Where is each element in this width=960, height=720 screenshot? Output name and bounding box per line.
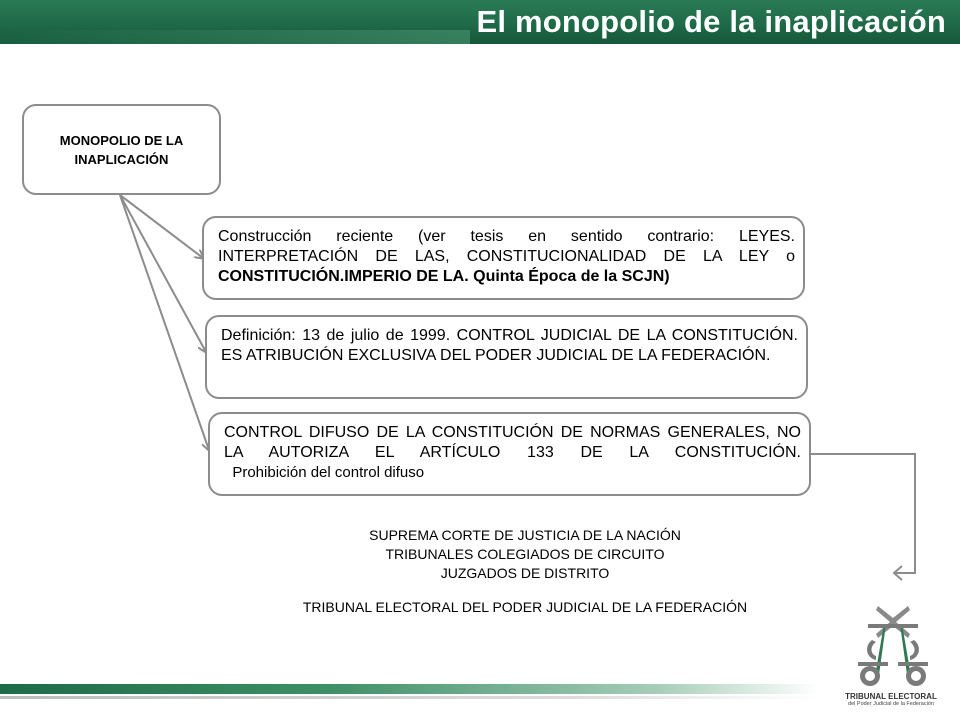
arrow-to-courts [811,454,915,573]
item-box-2 [205,315,808,399]
item-3-extra-text: Prohibición del control difuso [224,464,425,481]
arrow-to-item-1 [120,195,203,258]
courts-list [250,526,800,617]
root-line-2: INAPLICACIÓN [74,151,169,167]
root-line-1: MONOPOLIO DE LA [59,132,184,148]
item-3-text: CONTROL DIFUSO DE LA CONSTITUCIÓN DE NORMAS GENERALES, NO LA AUTORIZA EL ARTÍCULO 133 DE LA CONSTITUCIÓN. [224,424,801,461]
root-concept-box [22,104,221,195]
court-electoral: TRIBUNAL ELECTORAL DEL PODER JUDICIAL DE LA FEDERACIÓN [302,599,748,615]
court-scjn: SUPREMA CORTE DE JUSTICIA DE LA NACIÓN [369,527,681,543]
arrow-to-item-2 [120,195,206,352]
item-box-1 [202,216,805,300]
item-box-3 [208,412,811,496]
page-title: El monopolio de la inaplicación [476,4,946,39]
arrow-to-item-3 [120,195,209,450]
item-1-bold-text: CONSTITUCIÓN.IMPERIO DE LA. Quinta Época de la SCJN) [218,268,670,285]
item-2-text: Definición: 13 de julio de 1999. CONTROL JUDICIAL DE LA CONSTITUCIÓN. ES ATRIBUCIÓN EXCLUSIVA DEL PODER JUDICIAL DE LA FEDERACIÓN. [221,327,798,364]
footer-band-gray [0,696,820,699]
footer-band [0,684,820,694]
item-1-text: Construcción reciente (ver tesis en sentido contrario: LEYES. INTERPRETACIÓN DE LAS, CONSTITUCIONALIDAD DE LA LEY o [218,228,795,265]
court-colegiados: TRIBUNALES COLEGIADOS DE CIRCUITO [385,546,665,562]
logo-title: TRIBUNAL ELECTORAL [845,692,937,701]
logo-subtitle: del Poder Judicial de la Federación [848,701,934,707]
court-distrito: JUZGADOS DE DISTRITO [440,565,610,581]
